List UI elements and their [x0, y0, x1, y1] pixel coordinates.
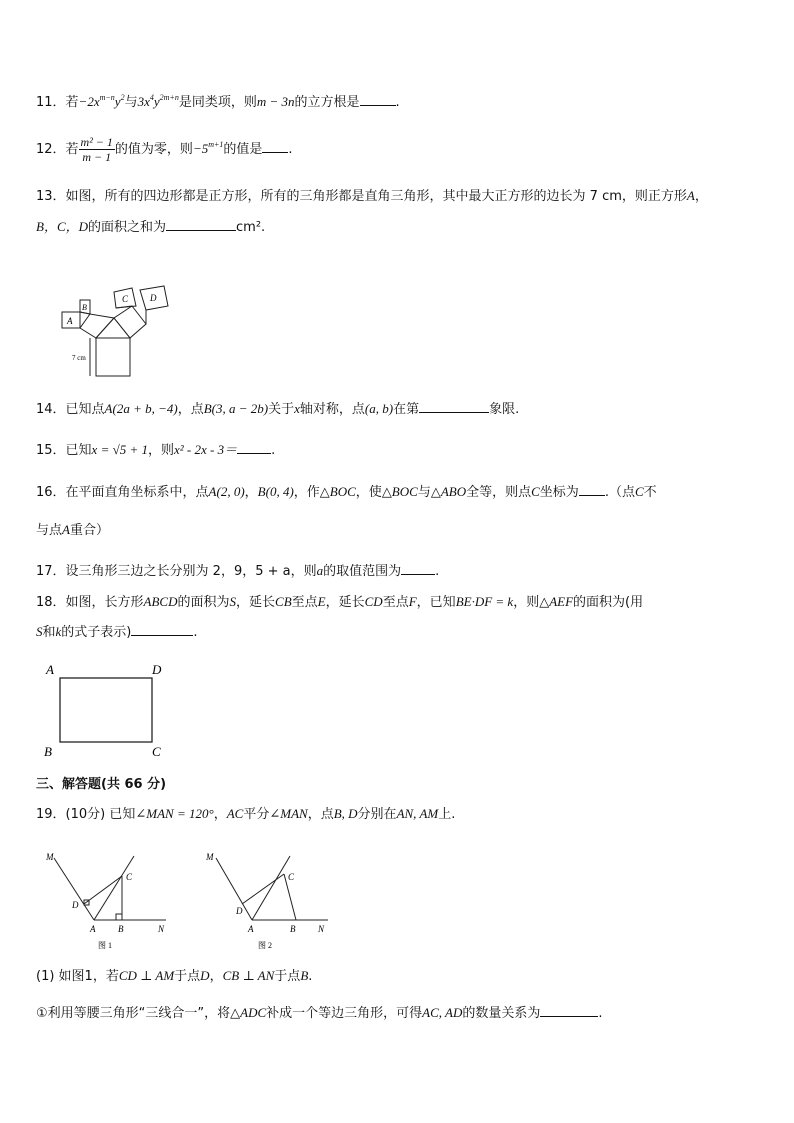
fraction: $\frac{\text{m² − 1}}{m - 1}$: [80, 135, 113, 164]
svg-text:D: D: [152, 662, 162, 677]
square-right: [114, 306, 146, 338]
svg-text:C: C: [288, 872, 295, 882]
svg-text:A: A: [248, 924, 254, 934]
answer-blank[interactable]: [579, 483, 605, 496]
question-13-line1: 13．如图，所有的四边形都是正方形，所有的三角形都是直角三角形，其中最大正方形的边长为 7 cm，则正方形A，: [36, 188, 708, 204]
question-18-line2: S和k的式子表示) .: [36, 624, 198, 640]
question-12: 12．若 $\frac{\text{m² − 1}}{m - 1}$ 的值为零，则$-5^{m+1}$的值是 .: [36, 135, 293, 164]
svg-text:C: C: [152, 744, 161, 759]
svg-text:A: A: [46, 662, 54, 677]
answer-blank[interactable]: [419, 400, 489, 413]
svg-text:B: B: [118, 924, 124, 934]
svg-text:M: M: [46, 852, 54, 862]
square-left: [80, 314, 114, 338]
svg-text:B: B: [82, 303, 87, 312]
svg-text:N: N: [318, 924, 325, 934]
svg-text:M: M: [206, 852, 214, 862]
svg-text:N: N: [158, 924, 165, 934]
svg-text:D: D: [72, 900, 79, 910]
term-2: $x^4y^{2m+n}$: [144, 93, 179, 109]
triangle: [96, 318, 130, 338]
question-16-line2: 与点A重合）: [36, 522, 109, 538]
svg-text:B: B: [44, 744, 52, 759]
svg-text:C: C: [126, 872, 133, 882]
question-19-part1: (1) 如图1，若CD ⊥ AM于点D，CB ⊥ AN于点B.: [36, 968, 313, 984]
question-16-line1: 16．在平面直角坐标系中，点A(2, 0)，B(0, 4)，作△BOC，使△BOC与△ABO全等，则点C坐标为 .（点C不: [36, 484, 657, 500]
svg-text:A: A: [90, 924, 96, 934]
question-15: 15．已知x = √5 + 1，则x² - 2x - 3＝ .: [36, 442, 276, 458]
svg-text:图 2: 图 2: [258, 941, 272, 950]
section-heading: 三、解答题(共 66 分): [36, 777, 167, 792]
answer-blank[interactable]: [360, 93, 396, 106]
rectangle-figure: [40, 660, 170, 762]
question-17: 17．设三角形三边之长分别为 2，9，5 + a，则a的取值范围为 .: [36, 563, 440, 579]
answer-blank[interactable]: [131, 623, 193, 636]
answer-blank[interactable]: [262, 140, 288, 153]
question-19-sub1: ①利用等腰三角形“三线合一”，将△ADC补成一个等边三角形，可得AC, AD的数量关系为 .: [36, 1005, 603, 1021]
svg-text:D: D: [236, 906, 243, 916]
svg-text:A: A: [67, 316, 73, 326]
question-11: 11．若$-2x^{m-n}y^2$与$3x^4y^{2m+n}$是同类项，则m − 3n的立方根是 .: [36, 93, 400, 110]
pythagoras-figure: [54, 266, 176, 378]
svg-text:D: D: [150, 293, 157, 303]
answer-blank[interactable]: [540, 1004, 598, 1017]
svg-text:7 cm: 7 cm: [72, 354, 86, 362]
question-18-line1: 18．如图，长方形ABCD的面积为S，延长CB至点E，延长CD至点F，已知BE·DF = k，则△AEF的面积为(用: [36, 594, 644, 610]
svg-text:C: C: [122, 294, 129, 304]
expr-m-3n: m − 3n: [256, 94, 295, 109]
svg-text:图 1: 图 1: [98, 941, 112, 950]
big-square: [96, 338, 130, 376]
answer-blank[interactable]: [401, 562, 435, 575]
angle-figures: [40, 848, 350, 954]
question-19: 19．(10分) 已知∠MAN = 120°，AC平分∠MAN，点B, D分别在AN, AM上.: [36, 806, 456, 822]
question-13-line2: B，C，D的面积之和为 cm².: [36, 219, 266, 235]
svg-text:B: B: [290, 924, 296, 934]
term-1: $x^{m-n}y^2$: [93, 93, 125, 109]
answer-blank[interactable]: [166, 218, 236, 231]
rectangle-abcd: [60, 678, 152, 742]
answer-blank[interactable]: [237, 441, 271, 454]
question-14: 14．已知点A(2a + b, −4)，点B(3, a − 2b)关于x轴对称，点(a, b)在第 象限.: [36, 401, 520, 417]
